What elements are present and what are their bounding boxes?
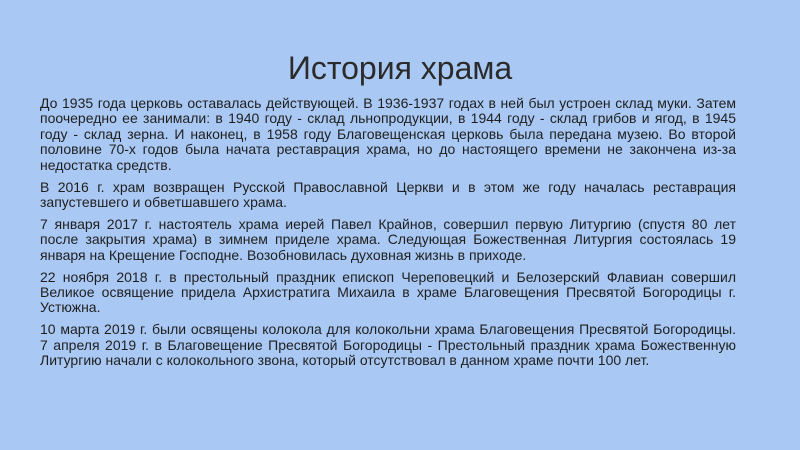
slide-body — [40, 96, 736, 375]
paragraph-2017: 7 января 2017 г. настоятель храма иерей Павел Крайнов, совершил первую Литургию (спустя 80 лет после закрытия храма) в зимнем приделе храма. Следующая Божественная Литургия состоялась 19 января на Крещение Господне. Возобновилась духовная жизнь в приходе. — [40, 215, 736, 263]
paragraph-2018: 22 ноября 2018 г. в престольный праздник епископ Череповецкий и Белозерский Флавиан совершил Великое освящение придела Архистратига Михаила в храме Благовещения Пресвятой Богородицы г. Устюжна. — [40, 268, 736, 316]
slide-title: История храма — [287, 50, 513, 86]
paragraph-history: До 1935 года церковь оставалась действующей. В 1936-1937 годах в ней был устроен склад муки. Затем поочередно ее занимали: в 1940 году - склад льнопродукции, в 1944 году - склад грибов и ягод, в 1945 году - склад зерна. И наконец, в 1958 году Благовещенская церковь была передана музею. Во второй половине 70-х годов была начата реставрация храма, но до настоящего времени не закончена из-за недостатка средств. — [40, 95, 736, 173]
paragraph-2019: 10 марта 2019 г. были освящены колокола для колокольни храма Благовещения Пресвятой Богородицы. 7 апреля 2019 г. в Благовещение Пресвятой Богородицы - Престольный праздник храма Божественную Литургию начали с колокольного звона, который отсутствовал в данном храме почти 100 лет. — [40, 321, 736, 369]
paragraph-2016: В 2016 г. храм возвращен Русской Православной Церкви и в этом же году началась реставрация запустевшего и обветшавшего храма. — [40, 178, 736, 210]
